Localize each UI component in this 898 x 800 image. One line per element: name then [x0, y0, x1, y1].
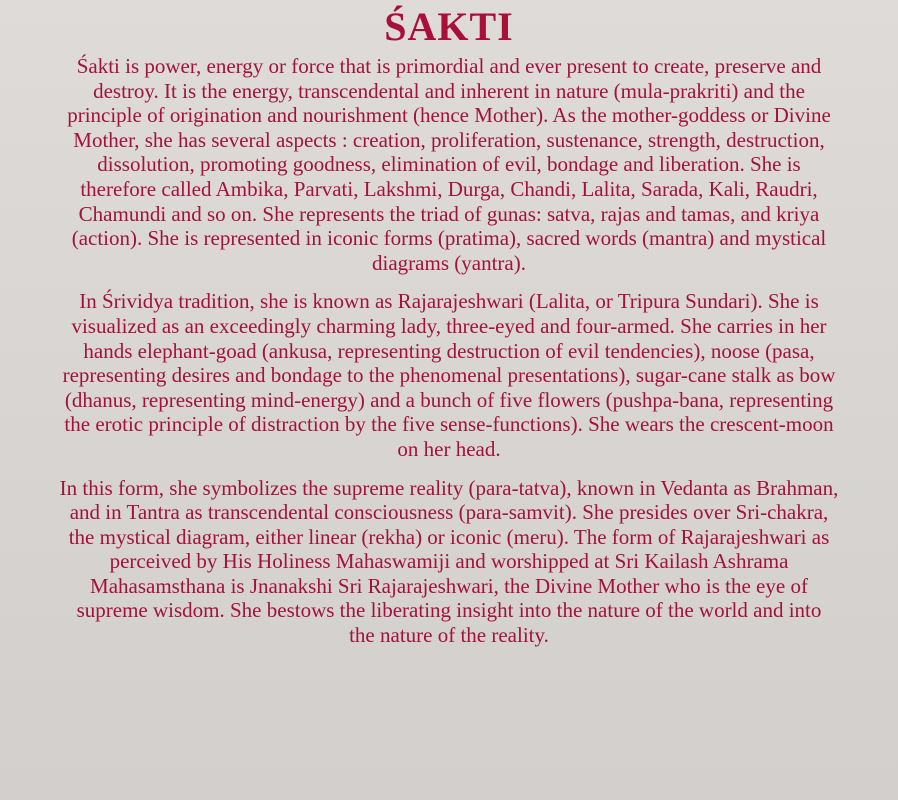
text-line: therefore called Ambika, Parvati, Lakshmi, Durga, Chandi, Lalita, Sarada, Kali, Raudri,	[80, 176, 818, 201]
text-line: on her head.	[397, 436, 501, 461]
text-line: visualized as an exceedingly charming lady, three-eyed and four-armed. She carries in her	[71, 313, 827, 338]
text-line: hands elephant-goad (ankusa, representing destruction of evil tendencies), noose (pasa,	[83, 338, 815, 363]
text-line: destroy. It is the energy, transcendental and inherent in nature (mula-prakriti) and the	[93, 78, 805, 103]
text-line: Mahasamsthana is Jnanakshi Sri Rajarajeshwari, the Divine Mother who is the eye of	[90, 573, 808, 598]
text-line: Chamundi and so on. She represents the triad of gunas: satva, rajas and tamas, and kriya	[78, 201, 820, 226]
text-line: principle of origination and nourishment (hence Mother). As the mother-goddess or Divine	[67, 103, 831, 128]
text-line: Śakti is power, energy or force that is primordial and ever present to create, preserve and	[76, 54, 822, 78]
page-title: ŚAKTI	[384, 4, 514, 49]
text-line: Mother, she has several aspects : creation, proliferation, sustenance, strength, destruction,	[73, 127, 825, 152]
text-line: In this form, she symbolizes the supreme reality (para-tatva), known in Vedanta as Brahman,	[59, 475, 839, 500]
text-line: diagrams (yantra).	[372, 250, 526, 275]
text-line: the nature of the reality.	[349, 623, 549, 648]
text-line: supreme wisdom. She bestows the liberating insight into the nature of the world and into	[76, 598, 822, 623]
paragraph-1	[14, 54, 884, 275]
text-line: (dhanus, representing mind-energy) and a bunch of five flowers (pushpa-bana, representing	[64, 387, 834, 412]
text-line: representing desires and bondage to the phenomenal presentations), sugar-cane stalk as bow	[62, 363, 836, 388]
text-line: dissolution, promoting goodness, elimination of evil, bondage and liberation. She is	[97, 152, 801, 177]
text-line: and in Tantra as transcendental consciousness (para-samvit). She presides over Sri-chakra,	[69, 500, 829, 525]
paragraph-3	[14, 476, 884, 648]
text-line: the mystical diagram, either linear (rekha) or iconic (meru). The form of Rajarajeshwari as	[68, 524, 830, 549]
paragraph-2	[14, 289, 884, 461]
text-line: In Śrividya tradition, she is known as Rajarajeshwari (Lalita, or Tripura Sundari). She is	[79, 289, 819, 314]
text-line: (action). She is represented in iconic forms (pratima), sacred words (mantra) and mystical	[71, 226, 827, 251]
text-line: perceived by His Holiness Mahaswamiji and worshipped at Sri Kailash Ashrama	[109, 549, 789, 574]
text-line: the erotic principle of distraction by the five sense-functions). She wears the crescent-moon	[64, 412, 834, 437]
